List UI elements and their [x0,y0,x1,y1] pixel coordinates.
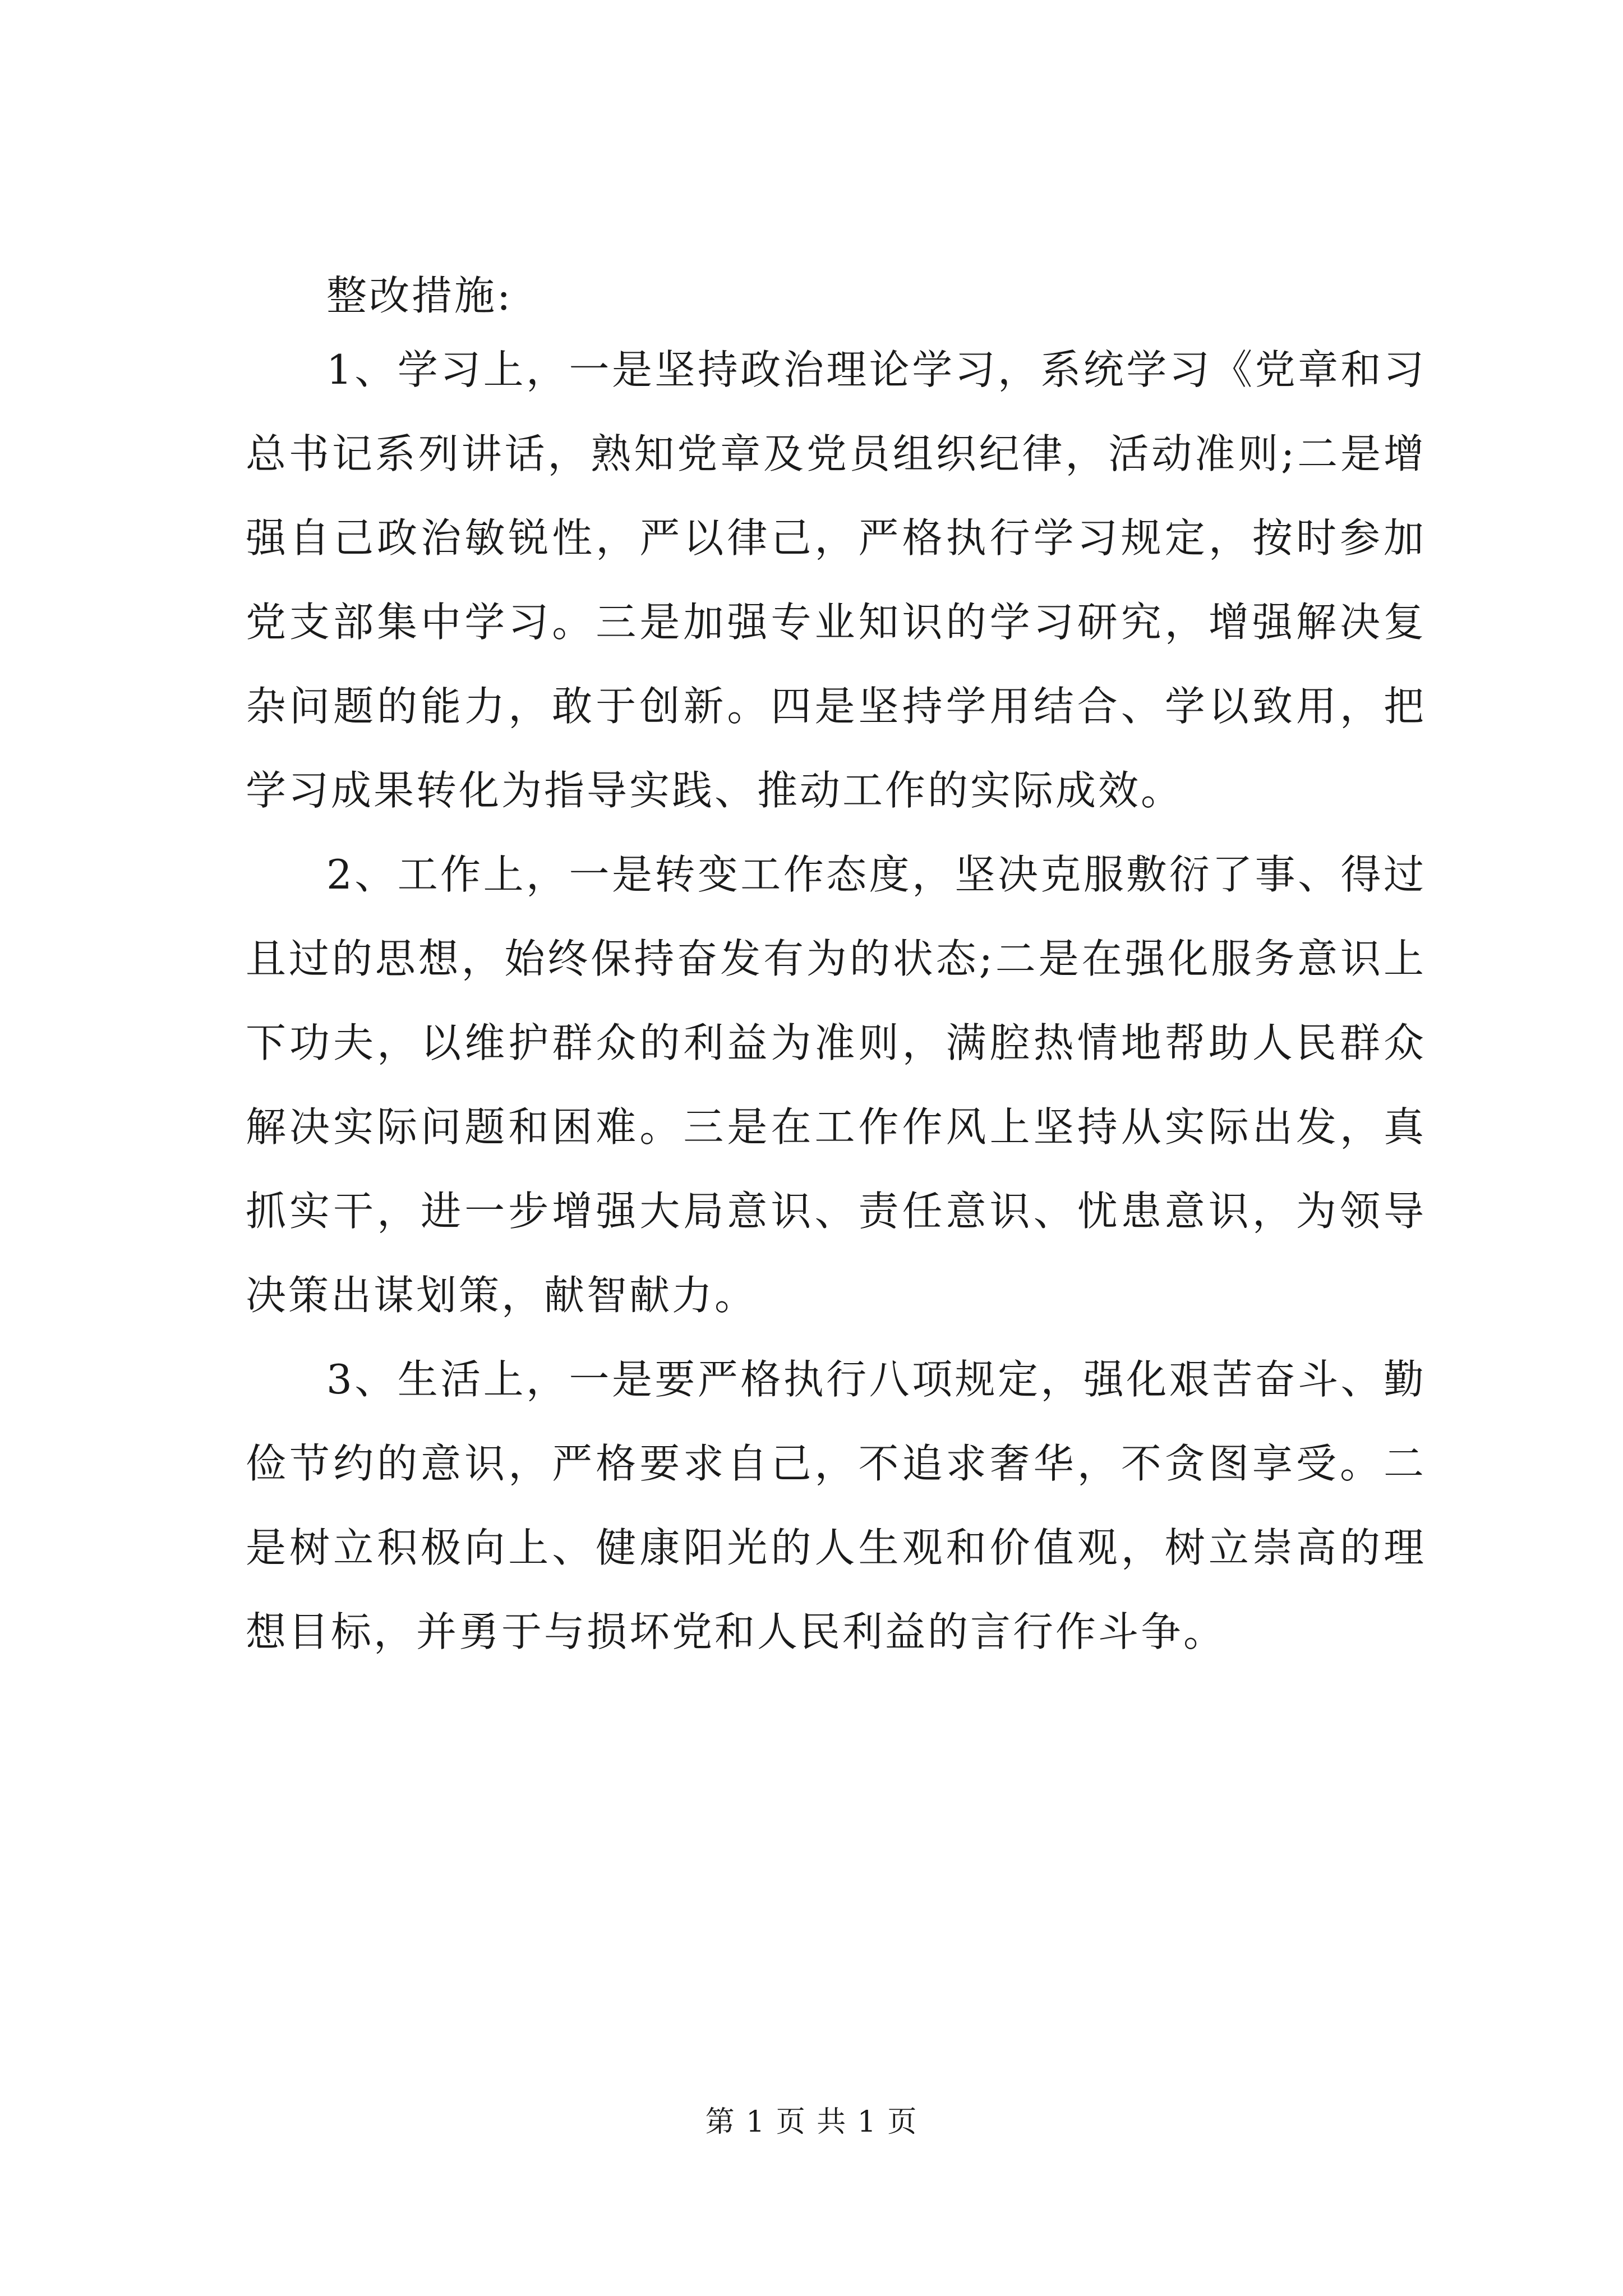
document-body [246,263,1426,1674]
section-heading: 整改措施: [326,272,513,319]
paragraph-life: 3、生活上，一是要严格执行八项规定，强化艰苦奋斗、勤俭节约的意识，严格要求自己，不追求奢华，不贪图享受。二是树立积极向上、健康阳光的人生观和价值观，树立崇高的理想目标，并勇于与损坏党和人民利益的言行作斗争。 [246,1356,1426,1655]
page-number-footer: 第 1 页 共 1 页 [705,2105,918,2139]
paragraph-work: 2、工作上，一是转变工作态度，坚决克服敷衍了事、得过且过的思想，始终保持奋发有为的状态;二是在强化服务意识上下功夫，以维护群众的利益为准则，满腔热情地帮助人民群众解决实际问题和困难。三是在工作作风上坚持从实际出发，真抓实干，进一步增强大局意识、责任意识、忧患意识，为领导决策出谋划策，献智献力。 [246,851,1426,1319]
paragraph-study: 1、学习上，一是坚持政治理论学习，系统学习《党章和习总书记系列讲话，熟知党章及党员组织纪律，活动准则;二是增强自己政治敏锐性，严以律己，严格执行学习规定，按时参加党支部集中学习。三是加强专业知识的学习研究，增强解决复杂问题的能力，敢于创新。四是坚持学用结合、学以致用，把学习成果转化为指导实践、推动工作的实际成效。 [246,346,1426,814]
